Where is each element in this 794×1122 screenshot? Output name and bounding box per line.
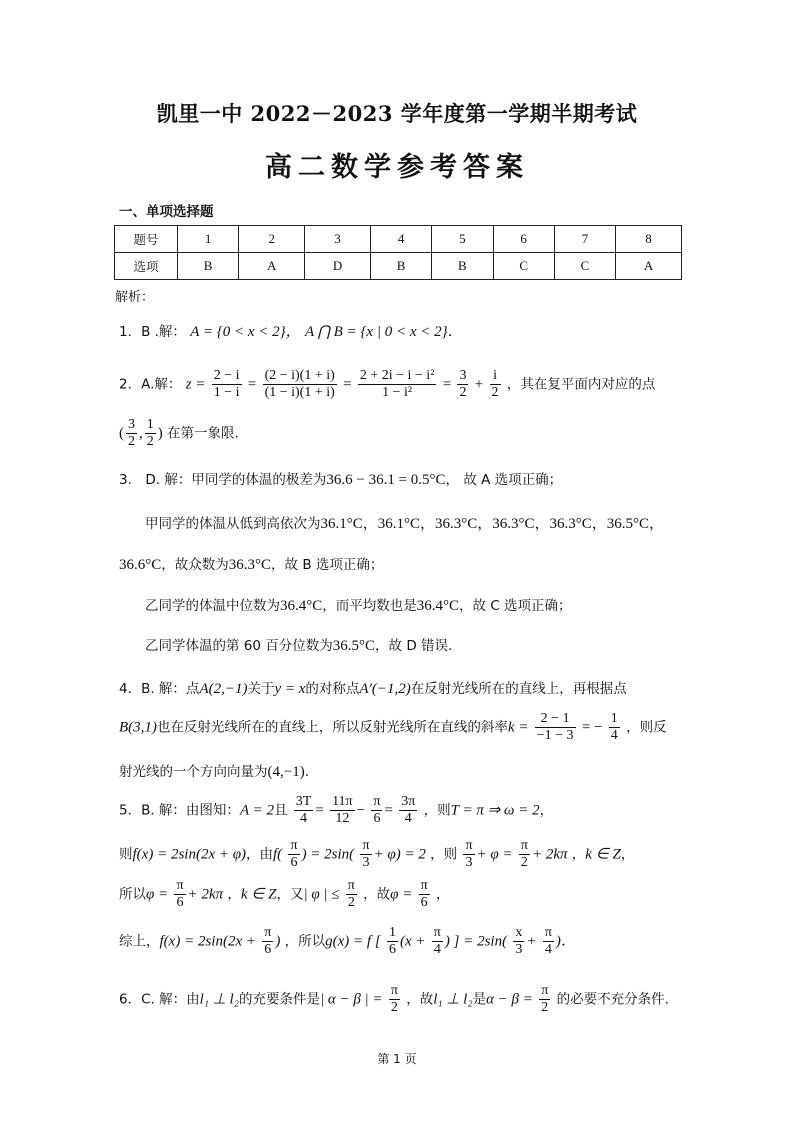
q4-line-1: 4．B. 解：点A(2,−1)关于y = x的对称点A′(−1,2)在反射光线所在的直线上，再根据点 xyxy=(119,681,627,697)
table-cell: 3 xyxy=(305,226,371,253)
q5-frac-3: $\frac{\pi}{6}$ xyxy=(373,794,381,826)
q5-frac-8: $\frac{\pi}{2}$ xyxy=(520,838,528,870)
q6-frac-1: $\frac{\pi}{2}$ xyxy=(390,983,398,1015)
q4-frac-2: $\frac{1}{4}$ xyxy=(610,711,618,743)
table-cell: 2 xyxy=(239,226,305,253)
table-cell: D xyxy=(305,253,371,280)
table-cell: 6 xyxy=(493,226,554,253)
q2-line-1: 2．A.解： z = $\frac{2 - i}{1 - i}$ = $\frac{(2 - i)(1 + i)}{(1 - i)(1 + i)}$ = $\frac{\text{2 + 2i − i − i²}}{\text{1 − i²}}$ = $\frac{3}{2}$ + $\frac{i}{2}$ ，其在复平面内对应的点 xyxy=(119,368,656,400)
q2-point-x: $\frac{3}{2}$ xyxy=(128,417,135,449)
table-cell: 7 xyxy=(554,226,615,253)
q5-frac-2: $\frac{11\pi}{12}$ xyxy=(332,794,353,826)
table-row-numbers xyxy=(115,226,682,253)
q2-lead: 2．A.解： xyxy=(119,376,182,393)
q5-line-1: 5．B. 解：由图知：A = 2且 $\frac{3T}{4}$ = $\frac{11\pi}{12}$ − $\frac{\pi}{6}$ = $\frac{3\pi}{4}$ ，则T = π ⇒ ω = 2， xyxy=(119,794,554,826)
q4-frac-1: $\frac{2 - 1}{-1 - 3}$ xyxy=(536,711,574,743)
q5-frac-6: $\frac{\pi}{3}$ xyxy=(362,838,370,870)
q6-line-1: 6．C. 解：由l₁ ⊥ l₂的充要条件是| α − β | = $\frac{\pi}{2}$ ，故l₁ ⊥ l₂是α − β = $\frac{\pi}{2}$ 的必要不充分条件. xyxy=(119,983,669,1015)
q5-frac-1: $\frac{3T}{4}$ xyxy=(295,794,312,826)
answer-key-title: 高二数学参考答案 xyxy=(265,152,529,183)
q3-line-2: 甲同学的体温从低到高依次为36.1°C，36.1°C，36.3°C，36.3°C，36.3°C，36.5°C， xyxy=(145,516,665,532)
table-row-answers xyxy=(115,253,682,280)
table-cell: A xyxy=(239,253,305,280)
q2-frac-5: $\frac{i}{2}$ xyxy=(491,368,499,400)
q5-frac-7: $\frac{\pi}{3}$ xyxy=(465,838,473,870)
row-label-number: 题号 xyxy=(115,226,178,253)
q6-frac-2: $\frac{\pi}{2}$ xyxy=(541,983,549,1015)
q3-line-4: 乙同学的体温中位数为36.4°C，而平均数也是36.4°C，故 C 选项正确； xyxy=(145,598,572,614)
q5-line-3: 所以φ = $\frac{\pi}{6}$ + 2kπ ，k ∈ Z，又| φ | ≤ $\frac{\pi}{2}$ ，故φ = $\frac{\pi}{6}$ ， xyxy=(119,878,450,910)
q2-line-2: ( $\frac{3}{2}$ , $\frac{1}{2}$ ) 在第一象限. xyxy=(119,417,239,449)
q5-frac-13: $\frac{1}{6}$ xyxy=(388,925,396,957)
q5-frac-14: $\frac{\pi}{4}$ xyxy=(433,925,441,957)
q2-point-y: $\frac{1}{2}$ xyxy=(146,417,154,449)
table-cell: C xyxy=(554,253,615,280)
page-number: 第 1 页 xyxy=(377,1052,417,1066)
q5-frac-12: $\frac{\pi}{6}$ xyxy=(264,925,272,957)
q3-line-5: 乙同学体温的第 60 百分位数为36.5°C，故 D 错误. xyxy=(145,638,453,654)
table-cell: 8 xyxy=(616,226,682,253)
exam-title: 凯里一中 2022－2023 学年度第一学期半期考试 xyxy=(156,101,638,126)
q1-formula-b: A ⋂ B = {x | 0 < x < 2}． xyxy=(304,324,463,340)
q2-frac-4: $\frac{3}{2}$ xyxy=(459,368,467,400)
q1-lead: 1．B .解： xyxy=(119,324,186,340)
section-heading: 一、单项选择题 xyxy=(119,204,214,220)
q2-tail2: 在第一象限. xyxy=(167,425,239,442)
q1-formula-a: A = {0 < x < 2}， xyxy=(190,324,301,340)
q5-frac-11: $\frac{\pi}{6}$ xyxy=(420,878,428,910)
table-cell: B xyxy=(370,253,431,280)
q4-line-2: B(3,1)也在反射光线所在的直线上，所以反射光线所在直线的斜率k = $\frac{2 - 1}{-1 - 3}$ = − $\frac{1}{4}$ ，则反 xyxy=(119,711,667,743)
q5-frac-16: $\frac{\pi}{4}$ xyxy=(544,925,552,957)
q2-frac-1: $\frac{2 - i}{1 - i}$ xyxy=(213,368,240,400)
q5-frac-4: $\frac{3\pi}{4}$ xyxy=(401,794,416,826)
q3-line-3: 36.6°C，故众数为36.3°C，故 B 选项正确； xyxy=(119,557,384,573)
analysis-label: 解析： xyxy=(115,290,155,305)
q2-z: z = xyxy=(185,376,206,393)
q3-line-1: 3． D. 解：甲同学的体温的极差为36.6 − 36.1 = 0.5°C， 故 A 选项正确； xyxy=(119,472,563,488)
q2-frac-2: $\frac{(2 - i)(1 + i)}{(1 - i)(1 + i)}$ xyxy=(264,368,335,400)
table-cell: 1 xyxy=(178,226,239,253)
answer-table xyxy=(114,225,682,280)
q5-frac-10: $\frac{\pi}{2}$ xyxy=(347,878,355,910)
table-cell: 4 xyxy=(370,226,431,253)
q5-line-2: 则f(x) = 2sin(2x + φ)，由f( $\frac{\pi}{6}$ ) = 2sin( $\frac{\pi}{3}$ + φ) = 2 ，则 $\frac{\pi}{3}$ + φ = $\frac{\pi}{2}$ + 2kπ ，k ∈ Z， xyxy=(119,838,635,870)
table-cell: B xyxy=(432,253,493,280)
q4-line-3: 射光线的一个方向向量为(4,−1). xyxy=(119,764,309,780)
q5-frac-15: $\frac{x}{3}$ xyxy=(515,925,523,957)
table-cell: B xyxy=(178,253,239,280)
q2-tail: ，其在复平面内对应的点 xyxy=(506,376,656,393)
row-label-answer: 选项 xyxy=(115,253,178,280)
table-cell: A xyxy=(616,253,682,280)
q5-line-4: 综上，f(x) = 2sin(2x + $\frac{\pi}{6}$ ) ，所以g(x) = f [ $\frac{1}{6}$ (x + $\frac{\pi}{4}$ ) ] = 2sin( $\frac{x}{3}$ + $\frac{\pi}{4}$ )． xyxy=(119,925,576,957)
q2-frac-3: $\frac{\text{2 + 2i − i − i²}}{\text{1 − i²}}$ xyxy=(359,368,435,400)
table-cell: 5 xyxy=(432,226,493,253)
table-cell: C xyxy=(493,253,554,280)
q1-line xyxy=(119,320,463,341)
q5-frac-5: $\frac{\pi}{6}$ xyxy=(290,838,298,870)
q5-frac-9: $\frac{\pi}{6}$ xyxy=(176,878,184,910)
